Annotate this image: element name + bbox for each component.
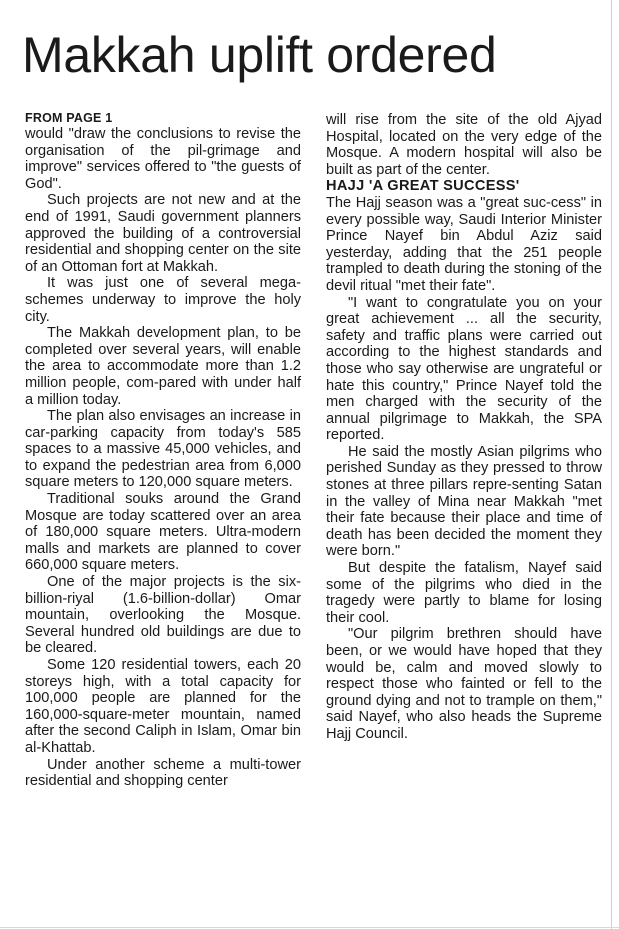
headline: Makkah uplift ordered — [22, 27, 497, 83]
paragraph: But despite the fatalism, Nayef said some of the pilgrims who died in the tragedy were partly to blame for losing their cool. — [326, 560, 602, 626]
paragraph: The Hajj season was a "great suc-cess" in every possible way, Saudi Interior Minister Prince Nayef bin Abdul Aziz said yesterday, adding that the 251 people trampled to death during the stoning of the devil ritual "met their fate". — [326, 194, 602, 294]
continuation-kicker: FROM PAGE 1 — [25, 111, 113, 125]
paragraph: would "draw the conclusions to revise the organisation of the pil-grimage and improve" services offered to "the guests of God". — [25, 126, 301, 192]
paragraph: "I want to congratulate you on your great achievement ... all the security, safety and traffic plans were carried out according to the highest standards and those who say otherwise are ungrateful or hate this country," Prince Nayef told the men charged with the security of the annual pilgrimage to Makkah, the SPA reported. — [326, 294, 602, 444]
page-edge-rule — [611, 0, 612, 929]
paragraph: The plan also envisages an increase in car-parking capacity from today's 585 spaces to a massive 45,000 vehicles, and to expand the pedestrian area from 6,000 square meters to 120,000 square meters. — [25, 408, 301, 491]
page-bottom-rule — [0, 927, 619, 928]
paragraph: Some 120 residential towers, each 20 storeys high, with a total capacity for 100,000 people are planned for the 160,000-square-meter mountain, named after the second Caliph in Islam, Omar bin al-Khattab. — [25, 657, 301, 756]
paragraph: "Our pilgrim brethren should have been, or we would have hoped that they would be, calm and moved slowly to respect those who fainted or fell to the ground dying and not to trample on them," said Nayef, who also heads the Supreme Hajj Council. — [326, 626, 602, 742]
subheading: HAJJ 'A GREAT SUCCESS' — [326, 178, 520, 195]
paragraph: Such projects are not new and at the end of 1991, Saudi government planners approved the building of a controversial residential and shopping center on the site of an Ottoman fort at Makkah. — [25, 192, 301, 275]
paragraph: It was just one of several mega-schemes underway to improve the holy city. — [25, 275, 301, 325]
paragraph: will rise from the site of the old Ajyad Hospital, located on the very edge of the Mosque. A modern hospital will also be built as part of the center. — [326, 112, 602, 178]
paragraph: Under another scheme a multi-tower residential and shopping center — [25, 756, 301, 790]
paragraph: He said the mostly Asian pilgrims who perished Sunday as they pressed to throw stones at three pillars repre-senting Satan in the valley of Mina near Makkah "met their fate because their place and time of death has been decided the moment they were born." — [326, 443, 602, 560]
paragraph: The Makkah development plan, to be completed over several years, will enable the area to accommodate more than 1.2 million people, com-pared with under half a million today. — [25, 325, 301, 408]
paragraph: One of the major projects is the six-billion-riyal (1.6-billion-dollar) Omar mountain, overlooking the Mosque. Several hundred old buildings are due to be cleared. — [25, 574, 301, 657]
paragraph: Traditional souks around the Grand Mosque are today scattered over an area of 180,000 square meters. Ultra-modern malls and markets are planned to cover 660,000 square meters. — [25, 491, 301, 574]
left-column — [25, 111, 301, 790]
right-column — [326, 112, 602, 743]
